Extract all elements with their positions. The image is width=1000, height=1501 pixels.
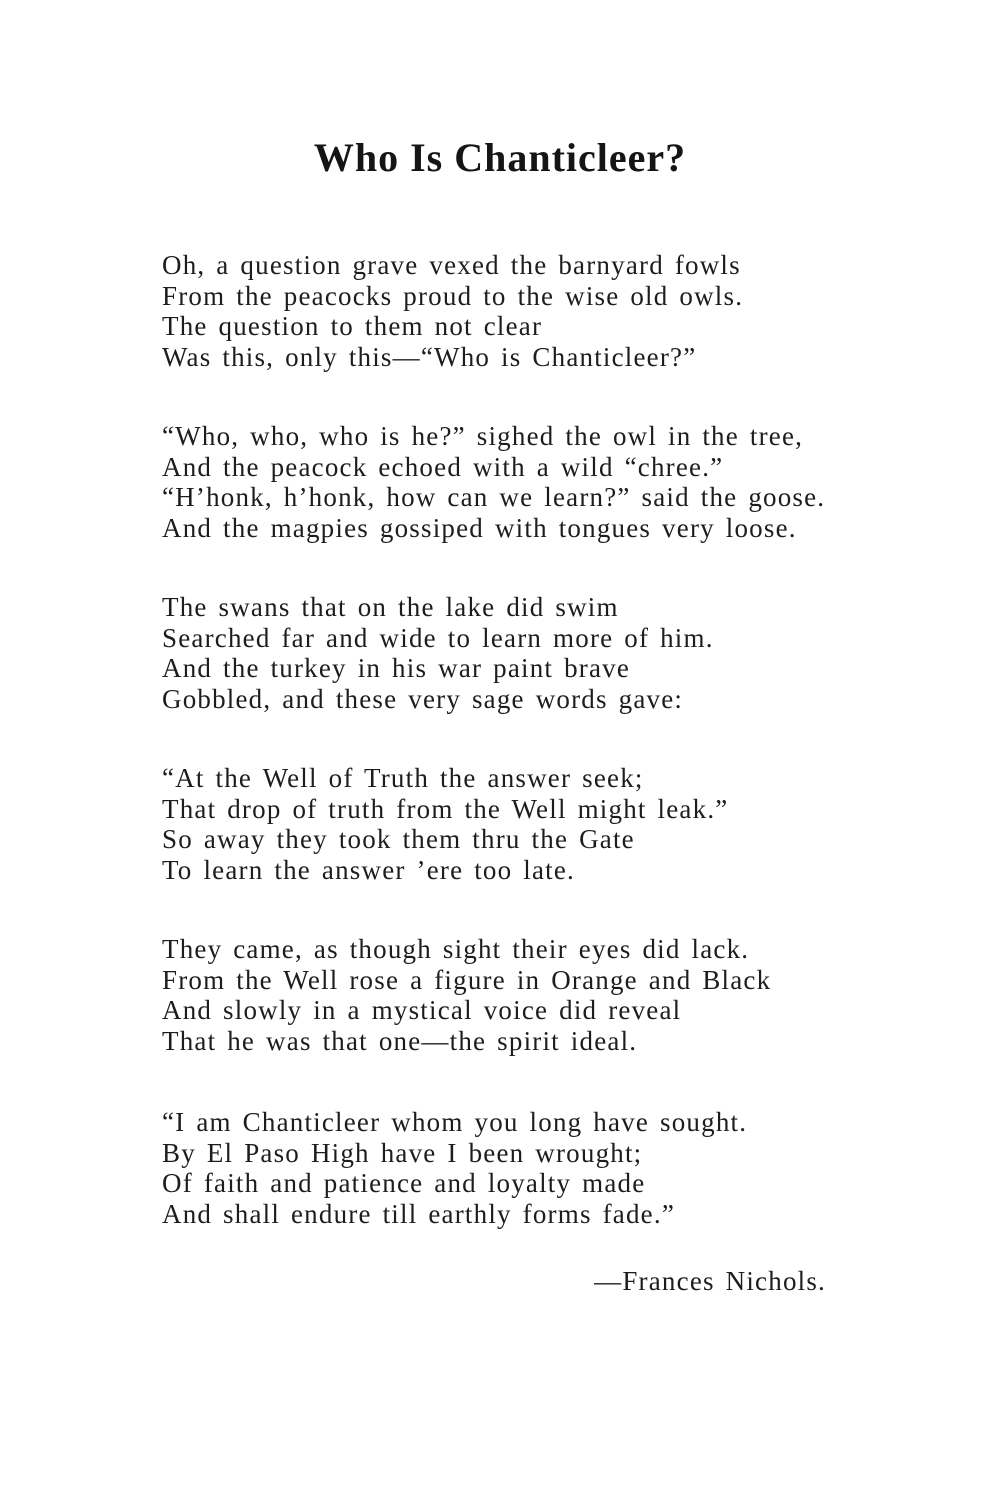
poem-line: “Who, who, who is he?” sighed the owl in the tree, <box>162 421 804 451</box>
stanza-1 <box>162 250 882 372</box>
poem-line: So away they took them thru the Gate <box>162 824 635 854</box>
stanza-2 <box>162 421 882 543</box>
poem-line: And the peacock echoed with a wild “chree.” <box>162 451 724 482</box>
poem-line: “H’honk, h’honk, how can we learn?” said the goose. <box>162 482 826 512</box>
stanza-4 <box>162 763 882 885</box>
poem-line: Gobbled, and these very sage words gave: <box>162 683 684 714</box>
poem-line: Of faith and patience and loyalty made <box>162 1168 646 1198</box>
poem-line: They came, as though sight their eyes did lack. <box>162 934 750 964</box>
poem-title: Who Is Chanticleer? <box>313 135 687 180</box>
poem-line: And slowly in a mystical voice did reveal <box>162 995 682 1025</box>
poem-line: From the Well rose a figure in Orange and Black <box>162 964 772 995</box>
poem-line: To learn the answer ’ere too late. <box>162 854 575 885</box>
poem-line: That drop of truth from the Well might leak.” <box>162 793 729 824</box>
poem-line: The swans that on the lake did swim <box>162 592 619 622</box>
poem-line: Searched far and wide to learn more of him. <box>162 622 714 653</box>
poem-line: Oh, a question grave vexed the barnyard fowls <box>162 250 741 280</box>
poem-line: And shall endure till earthly forms fade.” <box>162 1198 676 1229</box>
poem-author: —Frances Nichols. <box>594 1266 826 1296</box>
poem-line: And the turkey in his war paint brave <box>162 653 631 683</box>
poem-line: “I am Chanticleer whom you long have sought. <box>162 1107 748 1137</box>
poem-line: And the magpies gossiped with tongues very loose. <box>162 512 797 543</box>
poem-line: Was this, only this—“Who is Chanticleer?” <box>162 341 697 372</box>
poem-line: “At the Well of Truth the answer seek; <box>162 763 644 793</box>
poem-line: From the peacocks proud to the wise old owls. <box>162 280 744 311</box>
stanza-5 <box>162 934 882 1056</box>
stanza-6 <box>162 1107 882 1229</box>
poem-line: The question to them not clear <box>162 311 543 341</box>
poem-line: By El Paso High have I been wrought; <box>162 1137 643 1168</box>
stanza-3 <box>162 592 882 714</box>
poem-line: That he was that one—the spirit ideal. <box>162 1025 638 1056</box>
